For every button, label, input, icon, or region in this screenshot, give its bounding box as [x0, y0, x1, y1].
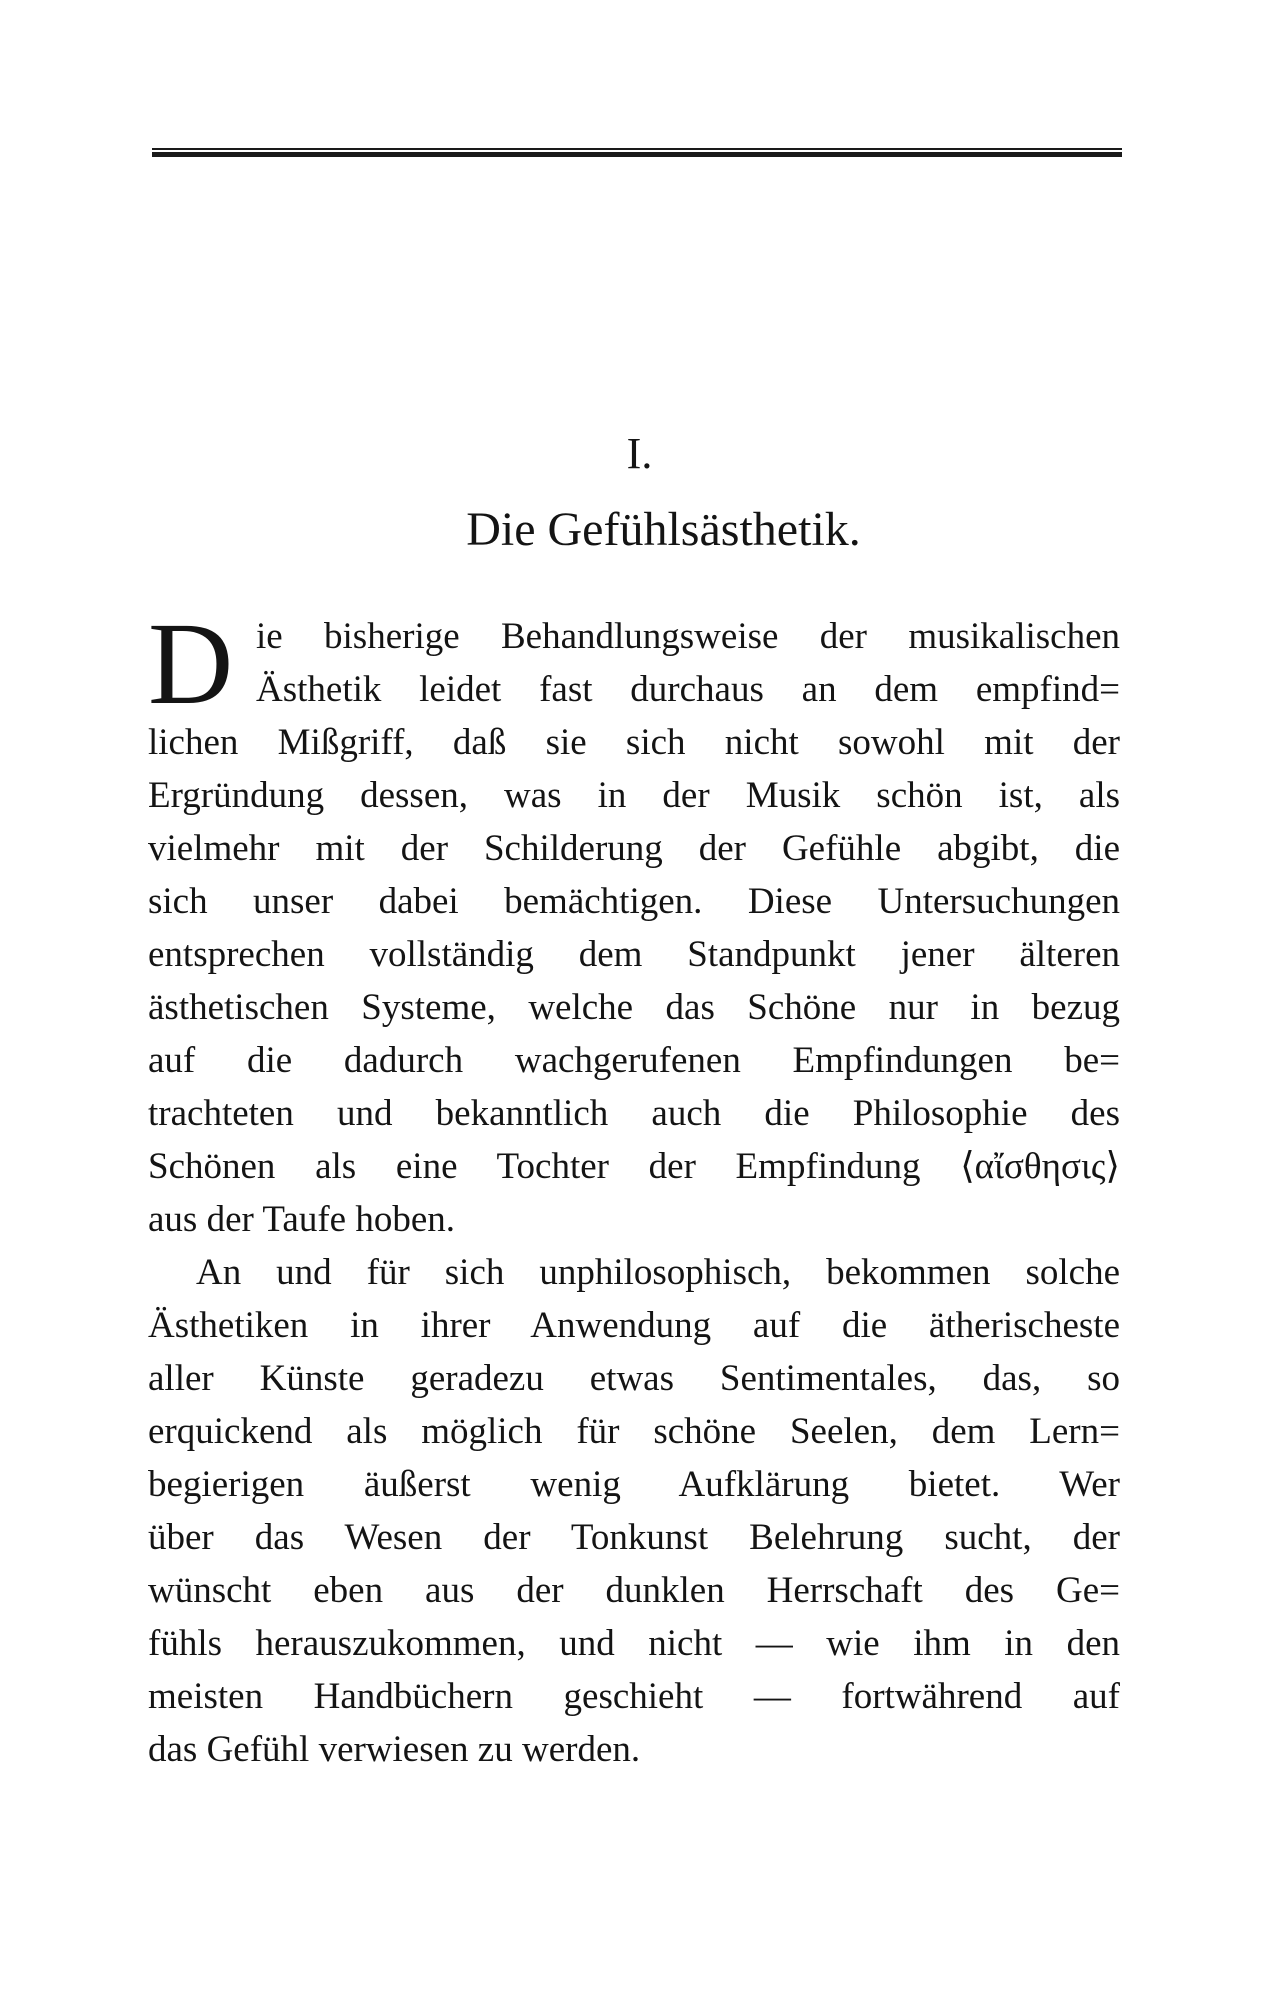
paragraph-1-line: trachteten und bekanntlich auch die Philosophie des	[148, 1093, 1120, 1134]
paragraph-2-line: meisten Handbüchern geschieht — fortwährend auf	[148, 1676, 1120, 1717]
paragraph-1-line: Ergründung dessen, was in der Musik schön ist, als	[148, 775, 1120, 816]
paragraph-1-line: entsprechen vollständig dem Standpunkt jener älteren	[148, 934, 1120, 975]
paragraph-2-line: begierigen äußerst wenig Aufklärung bietet. Wer	[148, 1464, 1120, 1505]
paragraph-2-line: erquickend als möglich für schöne Seelen, dem Lern=	[148, 1411, 1120, 1452]
paragraph-1-line: ästhetischen Systeme, welche das Schöne nur in bezug	[148, 987, 1120, 1028]
paragraph-2-line: über das Wesen der Tonkunst Belehrung sucht, der	[148, 1517, 1120, 1558]
paragraph-2-line: wünscht eben aus der dunklen Herrschaft des Ge=	[148, 1570, 1120, 1611]
paragraph-1-line: aus der Taufe hoben.	[148, 1199, 456, 1240]
paragraph-1-line: vielmehr mit der Schilderung der Gefühle abgibt, die	[148, 828, 1120, 869]
top-double-rule	[152, 148, 1122, 157]
paragraph-2-line: das Gefühl verwiesen zu werden.	[148, 1729, 641, 1770]
paragraph-1-line: Schönen als eine Tochter der Empfindung ⟨αἴσθησις⟩	[148, 1146, 1120, 1187]
paragraph-1-line: sich unser dabei bemächtigen. Diese Untersuchungen	[148, 881, 1120, 922]
drop-cap: D	[148, 598, 234, 729]
paragraph-2-line: aller Künste geradezu etwas Sentimentales, das, so	[148, 1358, 1120, 1399]
paragraph-2-line: An und für sich unphilosophisch, bekommen solche	[196, 1252, 1120, 1293]
paragraph-1-line: lichen Mißgriff, daß sie sich nicht sowohl mit der	[148, 722, 1120, 763]
paragraph-1-line: auf die dadurch wachgerufenen Empfindungen be=	[148, 1040, 1120, 1081]
paragraph-1-line: ie bisherige Behandlungsweise der musikalischen	[256, 616, 1120, 657]
chapter-number: I.	[626, 429, 653, 478]
paragraph-2-line: fühls herauszukommen, und nicht — wie ihm in den	[148, 1623, 1120, 1664]
paragraph-1-line: Ästhetik leidet fast durchaus an dem empfind=	[256, 669, 1120, 710]
chapter-title: Die Gefühlsästhetik.	[466, 503, 861, 556]
body-text	[148, 598, 1120, 1776]
paragraph-2-line: Ästhetiken in ihrer Anwendung auf die ätherischeste	[148, 1305, 1120, 1346]
